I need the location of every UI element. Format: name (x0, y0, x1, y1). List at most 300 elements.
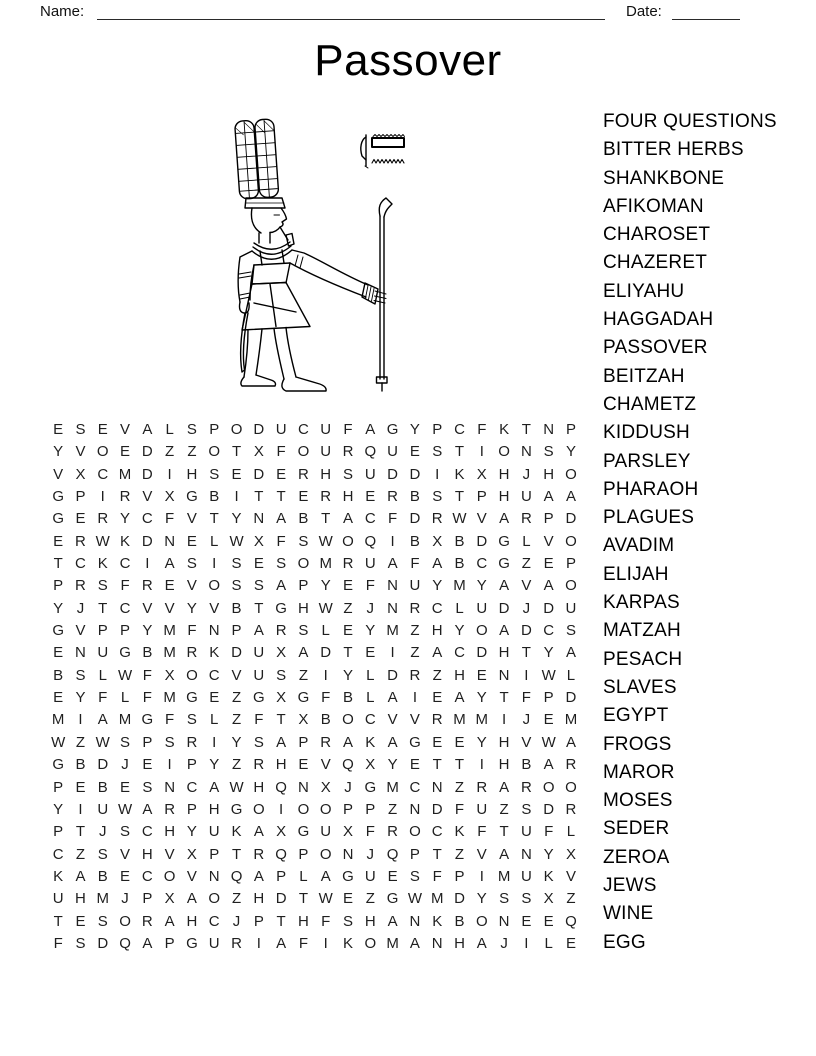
grid-letter: A (142, 421, 153, 438)
grid-letter: I (479, 443, 484, 461)
grid-letter: M (51, 711, 65, 729)
grid-letter: L (366, 689, 375, 707)
grid-letter: S (231, 577, 242, 595)
grid-letter: E (543, 912, 554, 930)
grid-letter: A (365, 421, 376, 438)
grid-letter: Q (275, 778, 287, 796)
grid-letter: I (323, 666, 328, 684)
grid-letter: Z (410, 644, 420, 662)
grid-letter: P (97, 622, 108, 640)
grid-letter: W (51, 733, 66, 751)
grid-letter: W (541, 666, 556, 684)
grid-letter: H (208, 800, 220, 818)
grid-letter: R (75, 532, 86, 550)
grid-letter: M (118, 711, 132, 729)
grid-letter: Z (75, 733, 86, 751)
grid-letter: G (52, 622, 64, 640)
grid-letter: B (409, 532, 420, 550)
grid-letter: N (431, 778, 443, 796)
grid-letter: Y (231, 510, 242, 528)
grid-letter: E (120, 867, 131, 885)
grid-letter: C (431, 599, 443, 617)
word-list (603, 108, 777, 957)
grid-letter: D (387, 465, 399, 483)
grid-row (47, 620, 582, 642)
grid-letter: S (432, 443, 443, 461)
grid-letter: N (520, 443, 532, 461)
grid-letter: R (476, 778, 488, 796)
grid-letter: E (75, 912, 86, 930)
grid-letter: T (499, 823, 509, 841)
grid-row (47, 665, 582, 687)
grid-letter: Z (454, 845, 465, 863)
grid-letter: M (96, 890, 109, 908)
grid-letter: U (320, 421, 332, 438)
grid-letter: X (565, 845, 576, 863)
grid-letter: K (454, 823, 465, 841)
grid-letter: Q (275, 845, 287, 863)
grid-letter: O (409, 823, 421, 841)
grid-letter: B (454, 532, 465, 550)
grid-letter: V (186, 510, 197, 528)
grid-letter: V (476, 845, 487, 863)
grid-letter: H (498, 465, 510, 483)
grid-letter: J (121, 756, 129, 774)
grid-row (47, 888, 582, 910)
grid-letter: H (75, 890, 86, 908)
grid-letter: S (521, 890, 532, 908)
grid-letter: I (212, 733, 217, 751)
grid-letter: O (342, 532, 354, 550)
grid-letter: C (97, 465, 109, 483)
grid-letter: P (409, 845, 420, 863)
grid-letter: I (479, 756, 484, 774)
grid-letter: Q (364, 443, 377, 461)
grid-letter: T (432, 845, 442, 863)
grid-letter: J (344, 778, 352, 796)
grid-letter: E (142, 756, 153, 774)
grid-letter: L (210, 532, 219, 550)
grid-letter: H (275, 756, 287, 774)
grid-letter: I (323, 934, 328, 952)
grid-letter: A (320, 867, 331, 885)
grid-letter: A (432, 555, 443, 573)
grid-letter: S (186, 711, 197, 729)
grid-letter: T (98, 599, 108, 617)
grid-letter: U (320, 443, 332, 461)
grid-letter: S (97, 577, 108, 595)
grid-letter: O (208, 443, 221, 461)
grid-letter: T (276, 912, 286, 930)
grid-letter: P (343, 800, 354, 818)
grid-letter: V (164, 599, 175, 617)
grid-letter: B (320, 711, 331, 729)
grid-letter: E (276, 465, 287, 483)
grid-letter: X (164, 488, 175, 506)
grid-letter: G (297, 823, 310, 841)
grid-letter: S (543, 443, 554, 461)
grid-letter: P (53, 823, 64, 841)
grid-letter: K (432, 912, 443, 930)
grid-letter: S (186, 555, 197, 573)
grid-letter: C (476, 555, 488, 573)
grid-letter: E (409, 756, 420, 774)
grid-row (47, 553, 582, 575)
grid-letter: S (164, 733, 175, 751)
grid-letter: O (119, 912, 131, 930)
grid-letter: W (117, 800, 133, 818)
grid-letter: V (209, 599, 220, 617)
grid-letter: N (208, 867, 220, 885)
grid-letter: W (452, 510, 467, 528)
grid-letter: V (164, 845, 175, 863)
grid-letter: Z (75, 845, 86, 863)
grid-letter: K (231, 823, 242, 841)
grid-letter: Q (364, 532, 377, 550)
grid-letter: L (321, 622, 330, 640)
grid-letter: E (387, 867, 398, 885)
grid-row (47, 777, 582, 799)
grid-letter: O (542, 778, 555, 796)
grid-letter: K (343, 934, 354, 952)
grid-letter: S (343, 912, 354, 930)
grid-letter: P (298, 733, 309, 751)
grid-letter: K (120, 532, 131, 550)
grid-letter: A (499, 622, 510, 640)
word-list-item: PESACH (603, 648, 683, 670)
grid-letter: R (141, 912, 153, 930)
grid-letter: J (522, 599, 531, 617)
grid-letter: T (321, 510, 331, 528)
word-search-grid (47, 419, 582, 955)
grid-letter: R (520, 510, 532, 528)
grid-letter: Z (521, 555, 531, 573)
grid-letter: X (276, 689, 287, 707)
grid-letter: U (387, 443, 399, 461)
grid-letter: L (120, 689, 130, 707)
grid-letter: H (342, 488, 354, 506)
grid-letter: I (167, 756, 172, 774)
grid-letter: Z (410, 622, 420, 640)
grid-letter: E (298, 488, 309, 506)
grid-letter: A (543, 577, 554, 595)
grid-letter: N (75, 644, 86, 662)
grid-letter: N (498, 912, 510, 930)
grid-letter: D (543, 800, 555, 818)
grid-letter: Y (53, 800, 64, 818)
grid-letter: P (209, 845, 220, 863)
grid-letter: T (298, 890, 308, 908)
grid-letter: Y (454, 622, 465, 640)
grid-letter: L (165, 421, 174, 438)
grid-letter: A (209, 778, 220, 796)
grid-letter: Y (186, 823, 197, 841)
grid-letter: G (186, 934, 198, 952)
grid-letter: X (543, 890, 554, 908)
grid-letter: N (498, 666, 510, 684)
grid-letter: Y (365, 622, 376, 640)
grid-letter: K (53, 867, 64, 885)
grid-letter: C (75, 555, 86, 573)
grid-letter: N (543, 421, 555, 438)
grid-letter: I (78, 711, 83, 729)
grid-letter: Q (119, 934, 131, 952)
grid-letter: V (543, 532, 554, 550)
grid-letter: M (497, 867, 511, 885)
grid-letter: V (521, 733, 532, 751)
grid-letter: E (365, 644, 376, 662)
grid-letter: E (565, 934, 576, 952)
grid-letter: U (476, 800, 488, 818)
grid-letter: G (141, 711, 154, 729)
grid-letter: X (164, 666, 175, 684)
grid-letter: S (499, 890, 510, 908)
grid-letter: G (386, 421, 399, 438)
grid-letter: I (390, 644, 395, 662)
grid-letter: V (565, 867, 576, 885)
grid-letter: C (454, 421, 465, 438)
grid-letter: R (565, 756, 577, 774)
grid-letter: T (209, 510, 219, 528)
grid-letter: O (230, 421, 243, 438)
grid-letter: P (565, 421, 576, 438)
grid-letter: Z (165, 443, 175, 461)
grid-letter: W (229, 532, 244, 550)
grid-letter: A (565, 733, 576, 751)
grid-letter: S (209, 465, 220, 483)
grid-letter: L (522, 532, 531, 550)
grid-letter: H (498, 644, 510, 662)
grid-row (47, 911, 582, 933)
grid-letter: R (75, 577, 86, 595)
grid-letter: N (387, 599, 399, 617)
grid-letter: X (476, 465, 487, 483)
grid-letter: A (164, 555, 175, 573)
grid-letter: T (521, 644, 531, 662)
grid-letter: Z (231, 890, 242, 908)
grid-letter: E (343, 577, 354, 595)
grid-letter: B (343, 689, 354, 707)
date-blank-line (672, 2, 740, 20)
grid-row (47, 419, 582, 441)
grid-letter: S (298, 622, 309, 640)
grid-letter: M (453, 711, 466, 729)
grid-letter: E (53, 421, 64, 438)
grid-letter: A (142, 934, 153, 952)
grid-letter: Z (365, 890, 375, 908)
word-list-item: AVADIM (603, 535, 675, 557)
grid-letter: P (476, 488, 487, 506)
grid-letter: Y (186, 599, 197, 617)
grid-letter: U (364, 465, 376, 483)
grid-letter: K (365, 733, 376, 751)
grid-letter: M (386, 934, 399, 952)
grid-letter: D (565, 510, 577, 528)
grid-letter: D (387, 666, 399, 684)
grid-letter: P (231, 622, 242, 640)
grid-letter: E (75, 510, 86, 528)
grid-letter: R (97, 510, 109, 528)
grid-letter: H (543, 465, 555, 483)
grid-letter: U (520, 488, 532, 506)
grid-letter: S (75, 421, 86, 438)
word-list-item: PHARAOH (603, 478, 699, 500)
grid-letter: H (253, 778, 265, 796)
grid-letter: A (276, 733, 287, 751)
grid-letter: R (409, 666, 421, 684)
grid-letter: Q (230, 867, 243, 885)
grid-letter: I (145, 555, 150, 573)
grid-letter: M (163, 622, 176, 640)
grid-letter: F (98, 689, 108, 707)
grid-letter: S (97, 912, 108, 930)
grid-letter: A (499, 845, 510, 863)
grid-letter: N (164, 532, 176, 550)
grid-letter: G (186, 488, 198, 506)
grid-letter: A (387, 912, 398, 930)
grid-letter: S (409, 867, 420, 885)
grid-letter: H (186, 465, 198, 483)
grid-letter: F (343, 421, 353, 438)
word-list-item: ELIYAHU (603, 280, 685, 302)
word-list-item: MAROR (603, 761, 675, 783)
grid-letter: F (454, 800, 465, 818)
grid-letter: T (231, 845, 242, 863)
word-list-item: SEDER (603, 818, 670, 840)
grid-letter: I (435, 465, 440, 483)
grid-letter: E (432, 733, 443, 751)
grid-letter: K (97, 555, 108, 573)
grid-letter: X (276, 644, 287, 662)
grid-letter: Z (343, 599, 353, 617)
grid-letter: G (498, 555, 510, 573)
grid-letter: W (318, 890, 333, 908)
grid-letter: T (53, 555, 63, 573)
grid-letter: U (253, 666, 265, 684)
grid-letter: I (412, 689, 417, 707)
grid-letter: B (521, 756, 532, 774)
grid-letter: A (387, 733, 398, 751)
grid-letter: Z (231, 756, 242, 774)
grid-letter: O (565, 778, 577, 796)
grid-letter: D (476, 644, 488, 662)
grid-letter: R (387, 488, 399, 506)
grid-letter: S (75, 666, 86, 684)
grid-letter: S (75, 934, 86, 952)
grid-letter: Y (476, 689, 487, 707)
grid-letter: D (476, 532, 488, 550)
grid-letter: B (53, 666, 64, 684)
grid-letter: P (543, 510, 554, 528)
grid-letter: M (163, 644, 176, 662)
grid-letter: J (121, 890, 129, 908)
word-list-item: KARPAS (603, 592, 680, 614)
grid-row (47, 687, 582, 709)
grid-letter: X (320, 778, 331, 796)
grid-letter: K (209, 644, 220, 662)
grid-letter: O (208, 577, 221, 595)
grid-letter: V (476, 510, 487, 528)
grid-letter: D (409, 510, 421, 528)
grid-letter: E (432, 689, 443, 707)
grid-letter: E (97, 421, 108, 438)
grid-letter: V (53, 465, 64, 483)
grid-letter: U (275, 421, 287, 438)
grid-row (47, 598, 582, 620)
grid-letter: U (253, 644, 265, 662)
grid-letter: E (343, 622, 354, 640)
grid-letter: L (455, 599, 464, 617)
word-list-item: MATZAH (603, 620, 681, 642)
grid-letter: E (186, 532, 197, 550)
grid-letter: B (454, 555, 465, 573)
grid-row (47, 508, 582, 530)
grid-letter: A (432, 644, 443, 662)
grid-letter: P (186, 800, 197, 818)
grid-letter: H (297, 599, 309, 617)
grid-letter: V (75, 622, 86, 640)
grid-letter: E (53, 532, 64, 550)
grid-letter: F (120, 577, 130, 595)
grid-letter: W (541, 733, 556, 751)
grid-letter: Z (187, 443, 197, 461)
grid-letter: I (100, 488, 105, 506)
grid-letter: I (212, 555, 217, 573)
grid-letter: O (342, 711, 354, 729)
grid-letter: D (141, 532, 153, 550)
grid-letter: B (298, 510, 309, 528)
grid-row (47, 844, 582, 866)
grid-letter: E (454, 733, 465, 751)
grid-letter: D (231, 644, 242, 662)
grid-letter: F (187, 622, 197, 640)
grid-letter: I (479, 867, 484, 885)
grid-letter: E (120, 778, 131, 796)
grid-letter: M (453, 577, 466, 595)
grid-letter: R (320, 733, 332, 751)
grid-letter: A (499, 778, 510, 796)
grid-letter: E (298, 756, 309, 774)
grid-letter: U (565, 599, 577, 617)
grid-row (47, 531, 582, 553)
grid-letter: B (142, 644, 153, 662)
grid-letter: D (409, 465, 421, 483)
grid-letter: X (343, 823, 354, 841)
grid-letter: T (521, 421, 531, 438)
grid-letter: C (364, 510, 376, 528)
grid-letter: U (208, 823, 220, 841)
grid-letter: S (142, 778, 153, 796)
grid-letter: Z (388, 800, 398, 818)
grid-letter: A (343, 733, 354, 751)
grid-letter: E (231, 465, 242, 483)
grid-letter: W (318, 599, 333, 617)
grid-letter: T (254, 488, 264, 506)
grid-letter: P (53, 778, 64, 796)
grid-letter: C (208, 666, 220, 684)
grid-letter: T (432, 756, 442, 774)
grid-row (47, 486, 582, 508)
grid-letter: V (521, 577, 532, 595)
grid-letter: E (75, 778, 86, 796)
grid-letter: X (186, 845, 197, 863)
grid-letter: S (253, 577, 264, 595)
grid-letter: C (141, 510, 153, 528)
grid-letter: T (454, 443, 465, 461)
grid-letter: F (142, 689, 152, 707)
grid-letter: R (119, 488, 131, 506)
grid-letter: V (409, 711, 420, 729)
